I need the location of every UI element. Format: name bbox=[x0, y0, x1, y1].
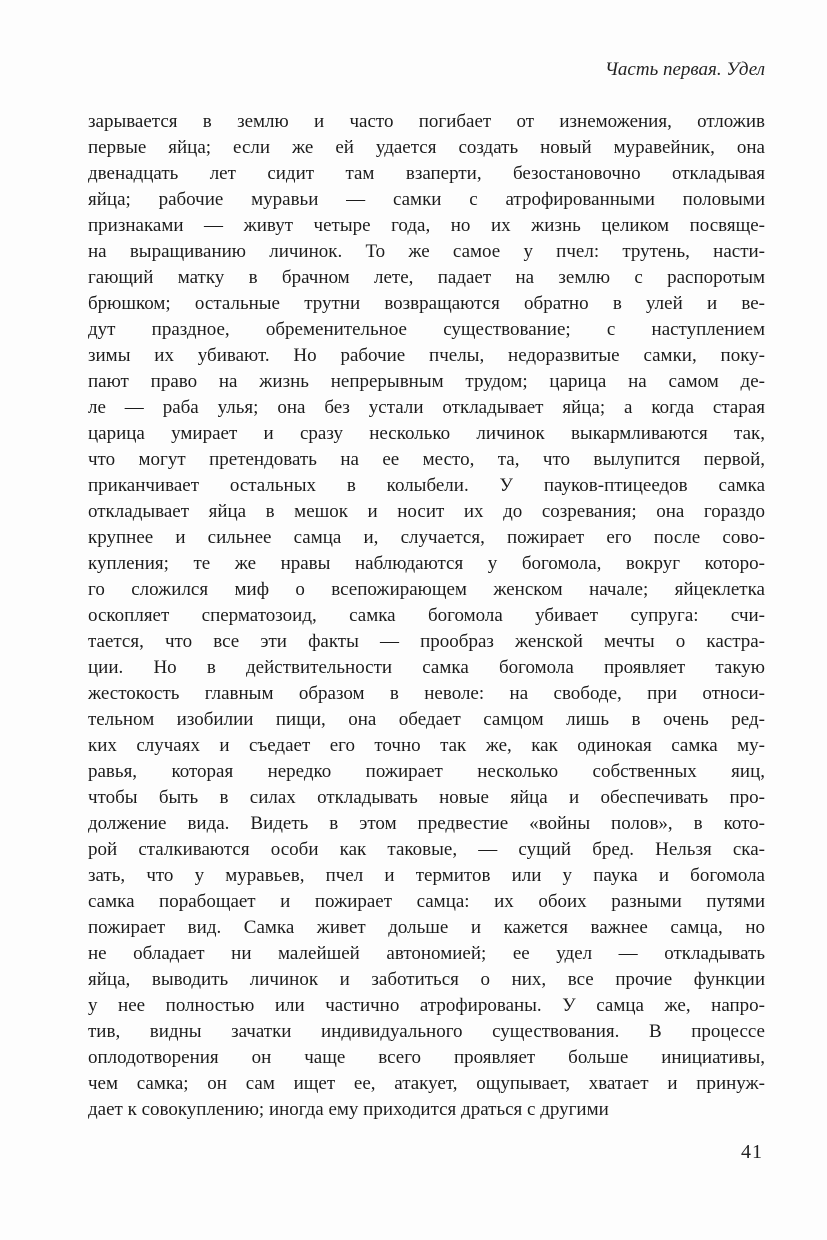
text-line: двенадцать лет сидит там взаперти, безостановочно откладывая bbox=[88, 163, 765, 184]
text-line: ции. Но в действительности самка богомола проявляет такую bbox=[88, 657, 765, 678]
text-line: го сложился миф о всепожирающем женском начале; яйцеклетка bbox=[88, 579, 765, 600]
text-line: ких случаях и съедает его точно так же, как одинокая самка му- bbox=[88, 735, 765, 756]
text-line: тельном изобилии пищи, она обедает самцом лишь в очень ред- bbox=[88, 709, 765, 730]
text-line: чтобы быть в силах откладывать новые яйца и обеспечивать про- bbox=[88, 787, 765, 808]
text-line: самка порабощает и пожирает самца: их обоих разными путями bbox=[88, 891, 765, 912]
text-line: крупнее и сильнее самца и, случается, пожирает его после сово- bbox=[88, 527, 765, 548]
text-line: зарывается в землю и часто погибает от изнеможения, отложив bbox=[88, 111, 765, 132]
text-line: первые яйца; если же ей удается создать новый муравейник, она bbox=[88, 137, 765, 158]
text-line: оплодотворения он чаще всего проявляет больше инициативы, bbox=[88, 1047, 765, 1068]
text-line: брюшком; остальные трутни возвращаются обратно в улей и ве- bbox=[88, 293, 765, 314]
text-line: должение вида. Видеть в этом предвестие «войны полов», в кото- bbox=[88, 813, 765, 834]
text-line: приканчивает остальных в колыбели. У пауков-птицеедов самка bbox=[88, 475, 765, 496]
text-line: чем самка; он сам ищет ее, атакует, ощупывает, хватает и принуж- bbox=[88, 1073, 765, 1094]
text-line: признаками — живут четыре года, но их жизнь целиком посвяще- bbox=[88, 215, 765, 236]
text-line: на выращиванию личинок. То же самое у пчел: трутень, насти- bbox=[88, 241, 765, 262]
text-line: яйца; рабочие муравьи — самки с атрофированными половыми bbox=[88, 189, 765, 210]
text-line: пают право на жизнь непрерывным трудом; царица на самом де- bbox=[88, 371, 765, 392]
text-line: дает к совокуплению; иногда ему приходится драться с другими bbox=[88, 1099, 609, 1120]
text-line: равья, которая нередко пожирает несколько собственных яиц, bbox=[88, 761, 765, 782]
text-line: оскопляет сперматозоид, самка богомола убивает супруга: счи- bbox=[88, 605, 765, 626]
text-line: гающий матку в брачном лете, падает на землю с распоротым bbox=[88, 267, 765, 288]
text-line: зимы их убивают. Но рабочие пчелы, недоразвитые самки, поку- bbox=[88, 345, 765, 366]
text-line: ле — раба улья; она без устали откладывает яйца; а когда старая bbox=[88, 397, 765, 418]
text-line: купления; те же нравы наблюдаются у богомола, вокруг которо- bbox=[88, 553, 765, 574]
body-text bbox=[88, 109, 765, 1123]
text-line: дут праздное, обременительное существование; с наступлением bbox=[88, 319, 765, 340]
text-line: тив, видны зачатки индивидуального существования. В процессе bbox=[88, 1021, 765, 1042]
text-line: тается, что все эти факты — прообраз женской мечты о кастра- bbox=[88, 631, 765, 652]
text-line: что могут претендовать на ее место, та, что вылупится первой, bbox=[88, 449, 765, 470]
page-number: 41 bbox=[741, 1141, 763, 1163]
text-line: у нее полностью или частично атрофированы. У самца же, напро- bbox=[88, 995, 765, 1016]
text-line: рой сталкиваются особи как таковые, — сущий бред. Нельзя ска- bbox=[88, 839, 765, 860]
text-line: царица умирает и сразу несколько личинок выкармливаются так, bbox=[88, 423, 765, 444]
running-header: Часть первая. Удел bbox=[604, 59, 765, 80]
text-line: жестокость главным образом в неволе: на свободе, при относи- bbox=[88, 683, 765, 704]
text-line: зать, что у муравьев, пчел и термитов или у паука и богомола bbox=[88, 865, 765, 886]
text-line: не обладает ни малейшей автономией; ее удел — откладывать bbox=[88, 943, 765, 964]
text-line: откладывает яйца в мешок и носит их до созревания; она гораздо bbox=[88, 501, 765, 522]
text-line: пожирает вид. Самка живет дольше и кажется важнее самца, но bbox=[88, 917, 765, 938]
text-line: яйца, выводить личинок и заботиться о них, все прочие функции bbox=[88, 969, 765, 990]
